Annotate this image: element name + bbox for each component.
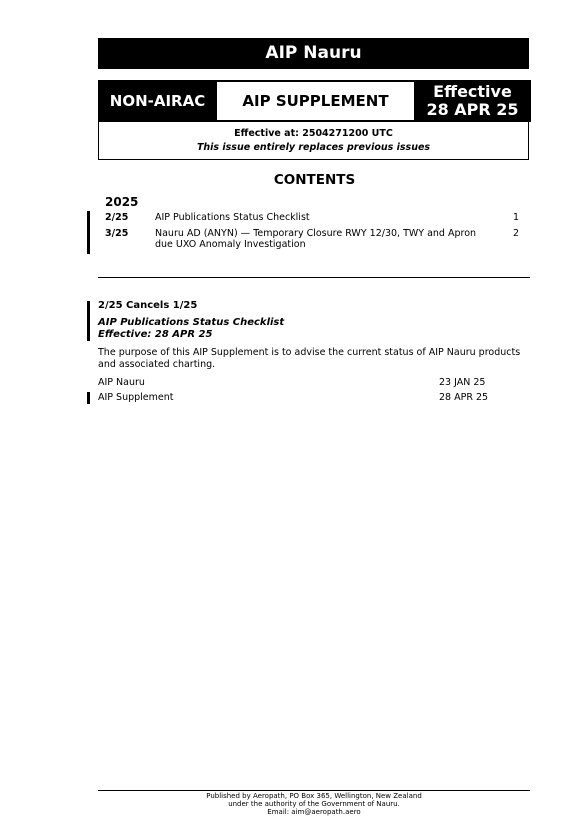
change-bar <box>87 392 90 404</box>
effective-date: 28 APR 25 <box>426 100 519 119</box>
effective-label: Effective <box>433 82 512 101</box>
footer <box>98 792 530 816</box>
footer-divider <box>98 790 530 791</box>
document-title: AIP Nauru <box>98 38 529 69</box>
status-item-name: AIP Nauru <box>98 377 145 388</box>
effective-at-line: Effective at: 2504271200 UTC <box>234 128 393 139</box>
section-heading: 2/25 Cancels 1/25 <box>98 300 198 311</box>
footer-email[interactable]: Email: aim@aeropath.aero <box>267 808 361 816</box>
status-item-date: 23 JAN 25 <box>439 377 486 388</box>
section-effective: Effective: 28 APR 25 <box>98 329 213 340</box>
toc-entry-title[interactable]: Nauru AD (ANYN) — Temporary Closure RWY 12/30, TWY and Apron due UXO Anomaly Investigation <box>155 228 477 250</box>
toc-entry-number: 2/25 <box>105 212 129 223</box>
change-bar <box>87 211 90 254</box>
contents-title: CONTENTS <box>273 172 356 188</box>
toc-entry-page: 2 <box>512 228 519 239</box>
effective-info-box <box>98 122 529 160</box>
footer-authority: under the authority of the Government of Nauru. <box>228 800 400 808</box>
footer-publisher: Published by Aeropath, PO Box 365, Wellington, New Zealand <box>206 792 422 800</box>
toc-entry-number: 3/25 <box>105 228 129 239</box>
supplement-label: AIP SUPPLEMENT <box>217 80 414 122</box>
section-divider <box>98 277 530 278</box>
toc-entry-page: 1 <box>512 212 519 223</box>
non-airac-label: NON-AIRAC <box>98 80 217 122</box>
change-bar <box>87 301 90 341</box>
effective-cell <box>414 80 531 122</box>
status-item-name: AIP Supplement <box>98 392 174 403</box>
contents-year: 2025 <box>105 195 139 209</box>
header-banner <box>98 80 531 122</box>
replaces-note: This issue entirely replaces previous issues <box>196 142 431 153</box>
section-title: AIP Publications Status Checklist <box>98 317 285 328</box>
status-item-date: 28 APR 25 <box>439 392 489 403</box>
section-purpose: The purpose of this AIP Supplement is to advise the current status of AIP Nauru products and associated charting. <box>98 347 521 370</box>
toc-entry-title[interactable]: AIP Publications Status Checklist <box>155 212 310 223</box>
